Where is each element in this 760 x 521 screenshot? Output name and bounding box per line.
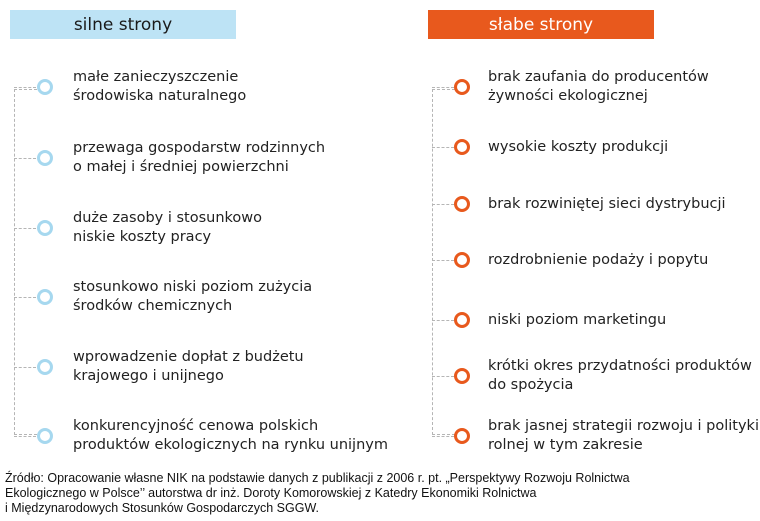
source-note: Źródło: Opracowanie własne NIK na podstawie danych z publikacji z 2006 r. pt. „Perspektywy Rozwoju Rolnictwa Ekologicznego w Polsce’’ autorstwa dr inż. Doroty Komorowskiej z Katedry Ekonomiki Rolnictwa i Międzynarodowych Stosunków Gospodarczych SGGW. (5, 471, 630, 515)
weakness-connector (432, 87, 454, 88)
strength-connector (14, 436, 36, 437)
weakness-connector (432, 147, 454, 148)
weakness-item: brak jasnej strategii rozwoju i polityki rolnej w tym zakresie (488, 418, 759, 453)
strength-item: wprowadzenie dopłat z budżetu krajowego i unijnego (73, 349, 304, 384)
strength-bullet-icon (37, 359, 53, 375)
strength-connector (14, 367, 36, 368)
strengths-header: silne strony (10, 10, 236, 39)
weakness-bullet-icon (454, 139, 470, 155)
weaknesses-header: słabe strony (428, 10, 654, 39)
strength-connector (14, 228, 36, 229)
weakness-connector (432, 204, 454, 205)
weakness-item: krótki okres przydatności produktów do spożycia (488, 358, 752, 393)
weakness-item: brak zaufania do producentów żywności ekologicznej (488, 69, 709, 104)
weakness-connector (432, 320, 454, 321)
weakness-connector (432, 436, 454, 437)
weakness-bullet-icon (454, 196, 470, 212)
weakness-connector (432, 260, 454, 261)
weakness-bullet-icon (454, 428, 470, 444)
strength-connector (14, 297, 36, 298)
strength-bullet-icon (37, 79, 53, 95)
weakness-item: niski poziom marketingu (488, 311, 667, 328)
strength-item: małe zanieczyszczenie środowiska naturalnego (73, 69, 247, 104)
weaknesses-bracket (432, 89, 455, 435)
weakness-item: wysokie koszty produkcji (488, 138, 669, 155)
strength-bullet-icon (37, 428, 53, 444)
weakness-item: brak rozwiniętej sieci dystrybucji (488, 195, 726, 212)
weakness-bullet-icon (454, 252, 470, 268)
strength-bullet-icon (37, 289, 53, 305)
strength-connector (14, 158, 36, 159)
weakness-bullet-icon (454, 368, 470, 384)
weakness-bullet-icon (454, 312, 470, 328)
strengths-bracket (14, 89, 37, 435)
strength-connector (14, 87, 36, 88)
strength-item: przewaga gospodarstw rodzinnych o małej i średniej powierzchni (73, 140, 326, 175)
strength-item: konkurencyjność cenowa polskich produktów ekologicznych na rynku unijnym (73, 418, 388, 453)
weakness-item: rozdrobnienie podaży i popytu (488, 251, 709, 268)
strength-bullet-icon (37, 150, 53, 166)
strength-item: stosunkowo niski poziom zużycia środków chemicznych (73, 279, 313, 314)
strength-bullet-icon (37, 220, 53, 236)
weakness-bullet-icon (454, 79, 470, 95)
strength-item: duże zasoby i stosunkowo niskie koszty pracy (73, 210, 263, 245)
weakness-connector (432, 376, 454, 377)
